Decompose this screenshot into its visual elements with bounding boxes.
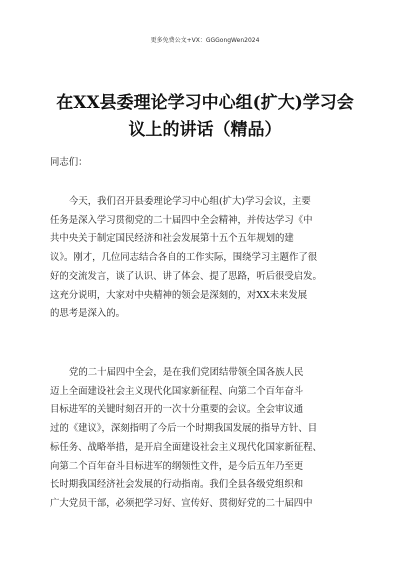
text-line: 议》。刚才，几位同志结合各自的工作实际，围绕学习主题作了很 — [50, 252, 318, 264]
document-title — [40, 90, 370, 144]
text-line: 目标进军的关键时刻召开的一次十分重要的会议。全会审议通 — [50, 404, 304, 416]
title-line: 在XX县委理论学习中心组(扩大)学习会 — [56, 93, 354, 113]
text-line: 好的交流发言，谈了认识、讲了体会、提了思路，听后很受启发。 — [50, 270, 322, 282]
text-line: 任务是深入学习贯彻党的二十届四中全会精神，并传达学习《中 — [50, 214, 313, 226]
text-line: 这充分说明，大家对中央精神的领会是深刻的，对XX未来发展 — [50, 289, 308, 301]
paragraph-1 — [50, 193, 370, 324]
greeting: 同志们： — [50, 157, 88, 168]
text-line: 迈上全面建设社会主义现代化国家新征程、向第二个百年奋斗 — [50, 385, 304, 397]
page-header-note: 更多免费公文+VX：GGGongWen2024 — [150, 37, 260, 44]
text-line: 共中央关于制定国民经济和社会发展第十五个五年规划的建 — [50, 233, 294, 245]
text-line: 的思考是深入的。 — [50, 308, 126, 320]
text-line: 今天，我们召开县委理论学习中心组(扩大)学习会议，主要 — [69, 196, 311, 207]
text-line: 标任务、战略举措，是开启全面建设社会主义现代化国家新征程、 — [50, 441, 322, 453]
text-line: 党的二十届四中全会，是在我们党团结带领全国各族人民 — [69, 367, 304, 378]
paragraph-2 — [50, 364, 370, 514]
text-line: 广大党员干部，必须把学习好、宣传好、贯彻好党的二十届四中 — [50, 497, 313, 509]
text-line: 长时期我国经济社会发展的行动指南。我们全县各级党组织和 — [50, 479, 304, 491]
title-line: 议上的讲话（精品） — [128, 120, 282, 140]
text-line: 过的《建议》，深刻指明了今后一个时期我国发展的指导方针、目 — [50, 423, 318, 435]
text-line: 向第二个百年奋斗目标进军的纲领性文件，是今后五年乃至更 — [50, 460, 304, 472]
